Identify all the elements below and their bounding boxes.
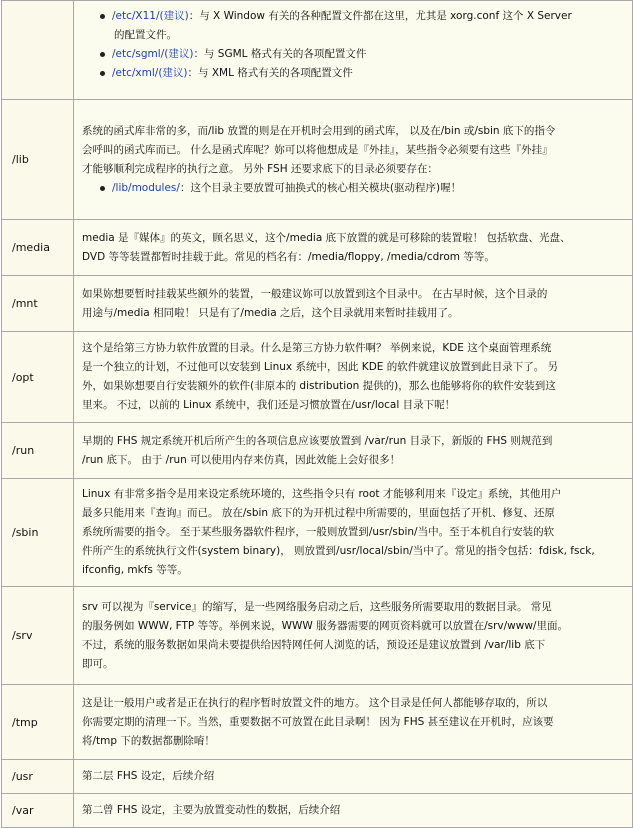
description-line: 件所产生的系统执行文件(system binary)， 则放置到/usr/local/sbin/当中了。常见的指令包括：fdisk, fsck,	[82, 545, 595, 557]
description-line: 是一个独立的计划，不过他可以安装到 Linux 系统中，因此 KDE 的软件就建议放置到此目录下了。 另	[82, 361, 559, 373]
directory-cell	[2, 760, 74, 794]
directory-cell	[2, 220, 74, 276]
description-cell	[74, 794, 633, 828]
table-row-usr	[2, 760, 633, 794]
subdirectory-path: /etc/xml/(建议)	[112, 67, 188, 79]
description-line: Linux 有非常多指令是用来设定系统环境的，这些指令只有 root 才能够利用来『设定』系统，其他用户	[82, 488, 562, 500]
description-line: 才能够顺利完成程序的执行之意。 另外 FSH 还要求底下的目录必须要存在：	[82, 162, 438, 175]
description-line: 这是让一般用户或者是正在执行的程序暂时放置文件的地方。 这个目录是任何人都能够存取的，所以	[82, 696, 548, 709]
description-line: 会呼叫的函式库而已。 什么是函式库呢？妳可以将他想成是『外挂』，某些指令必须要有这些『外挂』	[82, 143, 553, 156]
subdirectory-list	[82, 7, 624, 83]
description-line: 外，如果妳想要自行安装额外的软件(非原本的 distribution 提供的)，那么也能够将你的软件安装到这	[82, 380, 556, 392]
directory-name: /srv	[12, 629, 33, 642]
subdirectory-list	[82, 179, 624, 198]
directory-cell	[2, 332, 74, 423]
directory-cell	[2, 479, 74, 587]
table-row-etc-continued	[2, 1, 633, 100]
directory-name: /sbin	[12, 526, 39, 539]
description-cell	[74, 332, 633, 423]
description-cell	[74, 423, 633, 479]
description-line: /run 底下。 由于 /run 可以使用内存来仿真，因此效能上会好很多！	[82, 453, 401, 466]
subdirectory-description-continued: 的配置文件。	[114, 29, 177, 41]
table-row-var	[2, 794, 633, 828]
subdirectory-description: ：这个目录主要放置可抽换式的核心相关模块(驱动程序)喔！	[179, 181, 462, 194]
description-line: DVD 等等装置都暂时挂载于此。常见的档名有：/media/floppy, /media/cdrom 等等。	[82, 250, 495, 263]
subdirectory-path: /lib/modules/	[112, 181, 180, 194]
description-line: 用途与/media 相同啦！ 只是有了/media 之后，这个目录就用来暂时挂载用了。	[82, 306, 459, 319]
table-row-run	[2, 423, 633, 479]
bullet-icon	[100, 186, 105, 191]
description-cell	[74, 1, 633, 100]
directory-name: /run	[12, 444, 35, 457]
directory-cell	[2, 100, 74, 220]
description-line: 的服务例如 WWW, FTP 等等。举例来说，WWW 服务器需要的网页资料就可以放置在/srv/www/里面。	[82, 619, 568, 632]
directory-name: /opt	[12, 370, 34, 384]
description-line: 第二曾 FHS 设定，主要为放置变动性的数据，后续介绍	[82, 804, 341, 816]
bullet-icon	[100, 52, 105, 57]
description-cell	[74, 276, 633, 332]
table-row-srv	[2, 587, 633, 685]
description-cell	[74, 685, 633, 760]
table-row-mnt	[2, 276, 633, 332]
list-item	[112, 45, 624, 64]
directory-name: /media	[12, 241, 50, 254]
description-cell	[74, 100, 633, 220]
table-body	[2, 1, 633, 828]
directory-name: /var	[12, 804, 34, 817]
directory-cell	[2, 423, 74, 479]
list-item	[112, 64, 624, 83]
description-line: srv 可以视为『service』的缩写，是一些网络服务启动之后，这些服务所需要取用的数据目录。 常见	[82, 600, 552, 613]
bullet-icon	[100, 14, 105, 19]
description-line: 这个是给第三方协力软件放置的目录。什么是第三方协力软件啊？ 举例来说，KDE 这个桌面管理系统	[82, 342, 552, 354]
description-cell	[74, 479, 633, 587]
description-line: 里来。 不过，以前的 Linux 系统中，我们还是习惯放置在/usr/local 目录下呢！	[82, 399, 456, 411]
table-row-sbin	[2, 479, 633, 587]
directory-cell	[2, 794, 74, 828]
directory-name: /usr	[12, 770, 33, 783]
description-line: 早期的 FHS 规定系统开机后所产生的各项信息应该要放置到 /var/run 目录下，新版的 FHS 则规范到	[82, 434, 553, 447]
table-row-tmp	[2, 685, 633, 760]
subdirectory-description: ：与 SGML 格式有关的各项配置文件	[193, 48, 367, 60]
description-line: 系统的函式库非常的多，而/lib 放置的则是在开机时会用到的函式库， 以及在/bin 或/sbin 底下的指令	[82, 124, 556, 137]
list-item	[112, 179, 624, 198]
description-line: 即可。	[82, 657, 114, 670]
table-row-media	[2, 220, 633, 276]
description-line: ifconfig, mkfs 等等。	[82, 564, 188, 576]
directory-name: /tmp	[12, 715, 38, 729]
table-row-lib	[2, 100, 633, 220]
description-cell	[74, 760, 633, 794]
directory-cell	[2, 276, 74, 332]
subdirectory-description: ：与 XML 格式有关的各项配置文件	[187, 67, 353, 79]
description-line: 系统所需要的指令。 至于某些服务器软件程序，一般则放置到/usr/sbin/当中。至于本机自行安装的软	[82, 526, 555, 538]
description-line: 不过，系统的服务数据如果尚未要提供给因特网任何人浏览的话，预设还是建议放置到 /var/lib 底下	[82, 638, 546, 651]
description-line: 如果妳想要暂时挂载某些额外的装置，一般建议妳可以放置到这个目录中。 在古早时候，这个目录的	[82, 287, 548, 300]
bullet-icon	[100, 71, 105, 76]
description-line: 最多只能用来『查询』而已。 放在/sbin 底下的为开机过程中所需要的，里面包括了开机、修复、还原	[82, 507, 555, 519]
description-cell	[74, 220, 633, 276]
description-cell	[74, 587, 633, 685]
description-line: 第二层 FHS 设定，后续介绍	[82, 770, 215, 782]
subdirectory-path: /etc/X11/(建议)	[112, 10, 189, 22]
directory-name: /mnt	[12, 297, 38, 310]
fhs-directory-table	[1, 0, 633, 828]
subdirectory-path: /etc/sgml/(建议)	[112, 48, 194, 60]
directory-name: /lib	[12, 153, 29, 166]
description-line: media 是『媒体』的英文，顾名思义，这个/media 底下放置的就是可移除的装置啦！ 包括软盘、光盘、	[82, 231, 571, 244]
list-item	[112, 7, 624, 45]
directory-cell	[2, 685, 74, 760]
description-line: 你需要定期的清理一下。当然，重要数据不可放置在此目录啊！ 因为 FHS 甚至建议在开机时，应该要	[82, 715, 554, 728]
directory-cell	[2, 587, 74, 685]
table-row-opt	[2, 332, 633, 423]
directory-cell	[2, 1, 74, 100]
description-line: 将/tmp 下的数据都删除唷！	[82, 734, 215, 747]
subdirectory-description: ：与 X Window 有关的各种配置文件都在这里，尤其是 xorg.conf 这个 X Server	[188, 10, 572, 22]
